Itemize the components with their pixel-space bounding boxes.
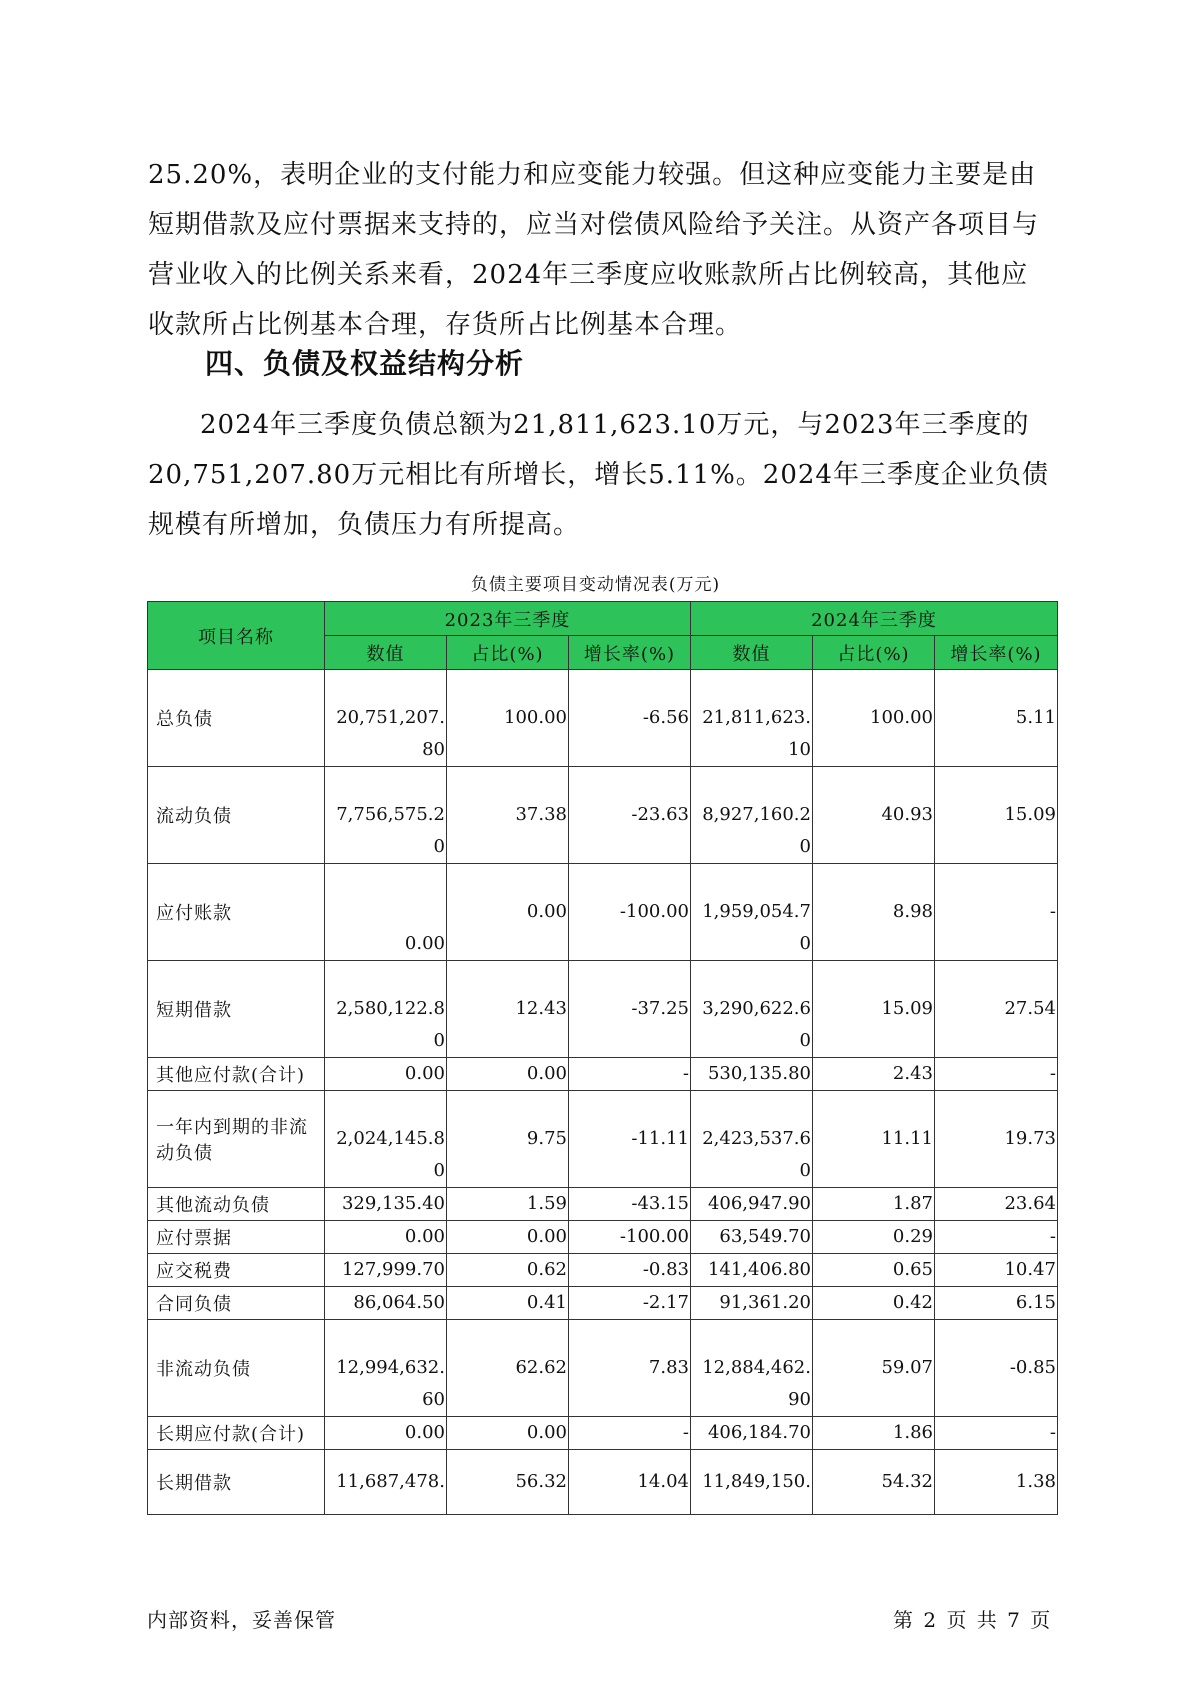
cell-v2: 141,406.80 xyxy=(691,1254,813,1287)
cell-v2: 8,927,160.20 xyxy=(691,767,813,864)
table-row xyxy=(148,1450,1058,1515)
cell-p2: 0.42 xyxy=(813,1287,935,1320)
table-row xyxy=(148,670,1058,767)
cell-v2: 1,959,054.70 xyxy=(691,864,813,961)
sub-header-0: 数值 xyxy=(325,636,447,670)
cell-v2: 3,290,622.60 xyxy=(691,961,813,1058)
sub-header-3: 数值 xyxy=(691,636,813,670)
cell-v2: 530,135.80 xyxy=(691,1058,813,1091)
cell-g2: 10.47 xyxy=(935,1254,1058,1287)
row-label: 一年内到期的非流动负债 xyxy=(148,1091,325,1188)
cell-g1: - xyxy=(569,1058,691,1091)
cell-g2: 15.09 xyxy=(935,767,1058,864)
cell-g1: -11.11 xyxy=(569,1091,691,1188)
row-label: 其他流动负债 xyxy=(148,1188,325,1221)
cell-v2: 63,549.70 xyxy=(691,1221,813,1254)
row-label: 非流动负债 xyxy=(148,1320,325,1417)
table-body xyxy=(148,670,1058,1515)
cell-p1: 56.32 xyxy=(447,1450,569,1515)
cell-v1: 12,994,632.60 xyxy=(325,1320,447,1417)
sub-header-4: 占比(%) xyxy=(813,636,935,670)
header-period-2024: 2024年三季度 xyxy=(691,602,1058,636)
row-label: 长期应付款(合计) xyxy=(148,1417,325,1450)
cell-p2: 59.07 xyxy=(813,1320,935,1417)
row-label: 长期借款 xyxy=(148,1450,325,1515)
table-row xyxy=(148,1221,1058,1254)
cell-g1: -37.25 xyxy=(569,961,691,1058)
cell-v1: 127,999.70 xyxy=(325,1254,447,1287)
cell-v1: 0.00 xyxy=(325,1058,447,1091)
body-paragraph-2: 2024年三季度负债总额为21,811,623.10万元，与2023年三季度的20,751,207.80万元相比有所增长，增长5.11%。2024年三季度企业负债规模有所增加，负债压力有所提高。 xyxy=(148,410,1049,540)
cell-p1: 0.00 xyxy=(447,864,569,961)
section-heading: 四、负债及权益结构分析 xyxy=(205,347,525,380)
row-label: 其他应付款(合计) xyxy=(148,1058,325,1091)
cell-g1: 14.04 xyxy=(569,1450,691,1515)
cell-v1: 86,064.50 xyxy=(325,1287,447,1320)
row-label: 流动负债 xyxy=(148,767,325,864)
cell-p2: 15.09 xyxy=(813,961,935,1058)
cell-p2: 1.87 xyxy=(813,1188,935,1221)
cell-v2: 406,947.90 xyxy=(691,1188,813,1221)
cell-p2: 1.86 xyxy=(813,1417,935,1450)
cell-p2: 0.29 xyxy=(813,1221,935,1254)
cell-p1: 1.59 xyxy=(447,1188,569,1221)
table-row xyxy=(148,1287,1058,1320)
cell-g2: - xyxy=(935,864,1058,961)
cell-p1: 62.62 xyxy=(447,1320,569,1417)
cell-g1: -100.00 xyxy=(569,1221,691,1254)
cell-p2: 8.98 xyxy=(813,864,935,961)
cell-v1: 2,580,122.80 xyxy=(325,961,447,1058)
cell-v1: 11,687,478. xyxy=(325,1450,447,1515)
body-paragraph-1: 25.20%，表明企业的支付能力和应变能力较强。但这种应变能力主要是由短期借款及应付票据来支持的，应当对偿债风险给予关注。从资产各项目与营业收入的比例关系来看，2024年三季度应收账款所占比例较高，其他应收款所占比例基本合理，存货所占比例基本合理。 xyxy=(148,160,1040,340)
cell-g2: - xyxy=(935,1058,1058,1091)
cell-g2: - xyxy=(935,1221,1058,1254)
cell-g2: -0.85 xyxy=(935,1320,1058,1417)
cell-v1: 2,024,145.80 xyxy=(325,1091,447,1188)
cell-p1: 0.00 xyxy=(447,1221,569,1254)
cell-p1: 12.43 xyxy=(447,961,569,1058)
cell-v1: 7,756,575.20 xyxy=(325,767,447,864)
header-period-2023: 2023年三季度 xyxy=(325,602,691,636)
cell-p2: 100.00 xyxy=(813,670,935,767)
cell-p2: 11.11 xyxy=(813,1091,935,1188)
table-row xyxy=(148,1058,1058,1091)
table-row xyxy=(148,961,1058,1058)
table-row xyxy=(148,1417,1058,1450)
cell-p1: 0.00 xyxy=(447,1058,569,1091)
cell-p1: 37.38 xyxy=(447,767,569,864)
row-label: 应交税费 xyxy=(148,1254,325,1287)
cell-v1: 20,751,207.80 xyxy=(325,670,447,767)
cell-v2: 2,423,537.60 xyxy=(691,1091,813,1188)
row-label: 应付票据 xyxy=(148,1221,325,1254)
cell-g2: 5.11 xyxy=(935,670,1058,767)
table-caption: 负债主要项目变动情况表(万元) xyxy=(470,575,721,595)
cell-g1: -0.83 xyxy=(569,1254,691,1287)
cell-v2: 91,361.20 xyxy=(691,1287,813,1320)
table-row xyxy=(148,1091,1058,1188)
table-row xyxy=(148,1320,1058,1417)
cell-g2: 19.73 xyxy=(935,1091,1058,1188)
cell-p2: 2.43 xyxy=(813,1058,935,1091)
cell-p1: 100.00 xyxy=(447,670,569,767)
cell-g2: 27.54 xyxy=(935,961,1058,1058)
table-row xyxy=(148,1188,1058,1221)
cell-p1: 0.62 xyxy=(447,1254,569,1287)
cell-g2: 6.15 xyxy=(935,1287,1058,1320)
footer-page-number: 第 2 页 共 7 页 xyxy=(893,1608,1053,1632)
sub-header-2: 增长率(%) xyxy=(569,636,691,670)
cell-g2: - xyxy=(935,1417,1058,1450)
cell-p1: 0.41 xyxy=(447,1287,569,1320)
table-row xyxy=(148,767,1058,864)
cell-v2: 406,184.70 xyxy=(691,1417,813,1450)
cell-p2: 0.65 xyxy=(813,1254,935,1287)
cell-g1: 7.83 xyxy=(569,1320,691,1417)
cell-p2: 54.32 xyxy=(813,1450,935,1515)
cell-g1: - xyxy=(569,1417,691,1450)
cell-g2: 1.38 xyxy=(935,1450,1058,1515)
row-label: 合同负债 xyxy=(148,1287,325,1320)
row-label: 应付账款 xyxy=(148,864,325,961)
liabilities-table xyxy=(147,601,1058,1515)
cell-g1: -23.63 xyxy=(569,767,691,864)
table-row xyxy=(148,1254,1058,1287)
header-item-name: 项目名称 xyxy=(148,602,325,670)
sub-header-1: 占比(%) xyxy=(447,636,569,670)
table-row xyxy=(148,864,1058,961)
cell-p1: 0.00 xyxy=(447,1417,569,1450)
cell-v1: 329,135.40 xyxy=(325,1188,447,1221)
sub-header-5: 增长率(%) xyxy=(935,636,1058,670)
cell-v2: 21,811,623.10 xyxy=(691,670,813,767)
cell-p1: 9.75 xyxy=(447,1091,569,1188)
cell-v2: 12,884,462.90 xyxy=(691,1320,813,1417)
cell-g1: -43.15 xyxy=(569,1188,691,1221)
cell-g2: 23.64 xyxy=(935,1188,1058,1221)
footer-confidential-note: 内部资料，妥善保管 xyxy=(147,1608,336,1632)
cell-g1: -100.00 xyxy=(569,864,691,961)
row-label: 短期借款 xyxy=(148,961,325,1058)
cell-v1: 0.00 xyxy=(325,864,447,961)
cell-v1: 0.00 xyxy=(325,1417,447,1450)
cell-g1: -6.56 xyxy=(569,670,691,767)
row-label: 总负债 xyxy=(148,670,325,767)
cell-v1: 0.00 xyxy=(325,1221,447,1254)
cell-v2: 11,849,150. xyxy=(691,1450,813,1515)
cell-g1: -2.17 xyxy=(569,1287,691,1320)
cell-p2: 40.93 xyxy=(813,767,935,864)
